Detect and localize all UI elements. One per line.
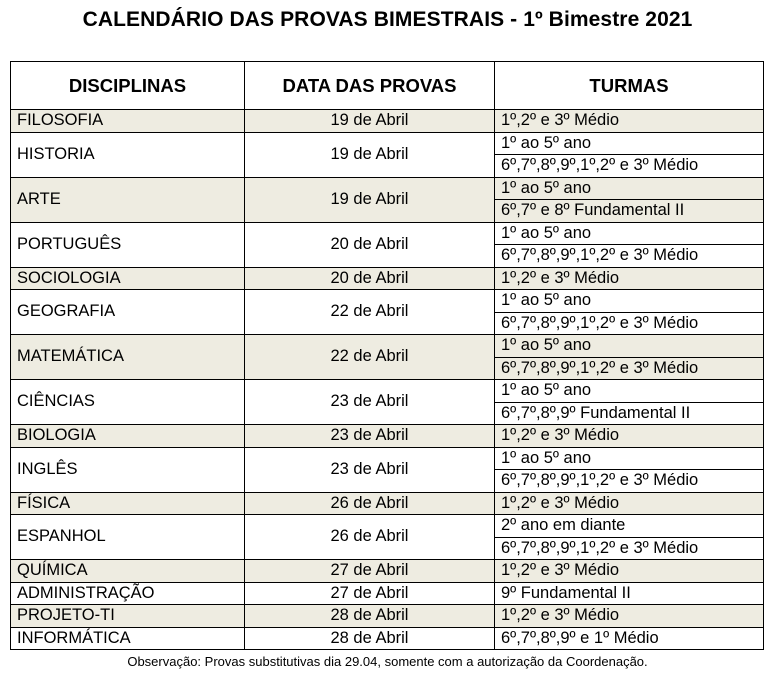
table-row: [11, 267, 764, 290]
turmas-cell: 1º,2º e 3º Médio: [495, 267, 764, 290]
turmas-cell: 2º ano em diante: [495, 515, 764, 538]
data-cell: 22 de Abril: [245, 335, 495, 380]
table-row: [11, 447, 764, 470]
turmas-cell: 1º ao 5º ano: [495, 335, 764, 358]
table-row: [11, 380, 764, 403]
header-data-das-provas: DATA DAS PROVAS: [245, 62, 495, 110]
table-row: [11, 515, 764, 538]
turmas-cell: 6º,7º,8º,9º,1º,2º e 3º Médio: [495, 537, 764, 560]
turmas-cell: 6º,7º e 8º Fundamental II: [495, 200, 764, 223]
data-cell: 28 de Abril: [245, 605, 495, 628]
data-cell: 19 de Abril: [245, 132, 495, 177]
disciplina-cell: CIÊNCIAS: [11, 380, 245, 425]
table-row: [11, 492, 764, 515]
turmas-cell: 9º Fundamental II: [495, 582, 764, 605]
disciplina-cell: ESPANHOL: [11, 515, 245, 560]
disciplina-cell: QUÍMICA: [11, 560, 245, 583]
disciplina-cell: GEOGRAFIA: [11, 290, 245, 335]
data-cell: 23 de Abril: [245, 380, 495, 425]
header-turmas: TURMAS: [495, 62, 764, 110]
turmas-cell: 1º,2º e 3º Médio: [495, 605, 764, 628]
data-cell: 23 de Abril: [245, 447, 495, 492]
turmas-cell: 1º,2º e 3º Médio: [495, 425, 764, 448]
footnote: Observação: Provas substitutivas dia 29.04, somente com a autorização da Coordenação.: [127, 654, 648, 669]
disciplina-cell: MATEMÁTICA: [11, 335, 245, 380]
table-row: [11, 132, 764, 155]
disciplina-cell: ARTE: [11, 177, 245, 222]
table-row: [11, 627, 764, 650]
table-row: [11, 177, 764, 200]
turmas-cell: 6º,7º,8º,9º Fundamental II: [495, 402, 764, 425]
disciplina-cell: PROJETO-TI: [11, 605, 245, 628]
turmas-cell: 1º ao 5º ano: [495, 447, 764, 470]
data-cell: 20 de Abril: [245, 267, 495, 290]
turmas-cell: 1º,2º e 3º Médio: [495, 492, 764, 515]
turmas-cell: 1º ao 5º ano: [495, 290, 764, 313]
disciplina-cell: PORTUGUÊS: [11, 222, 245, 267]
disciplina-cell: SOCIOLOGIA: [11, 267, 245, 290]
data-cell: 19 de Abril: [245, 177, 495, 222]
turmas-cell: 1º ao 5º ano: [495, 132, 764, 155]
data-cell: 22 de Abril: [245, 290, 495, 335]
table-row: [11, 290, 764, 313]
table-row: [11, 110, 764, 133]
disciplina-cell: FÍSICA: [11, 492, 245, 515]
exam-schedule-table: [10, 61, 764, 650]
turmas-cell: 6º,7º,8º,9º,1º,2º e 3º Médio: [495, 155, 764, 178]
turmas-cell: 1º ao 5º ano: [495, 177, 764, 200]
turmas-cell: 6º,7º,8º,9º e 1º Médio: [495, 627, 764, 650]
disciplina-cell: INFORMÁTICA: [11, 627, 245, 650]
data-cell: 27 de Abril: [245, 582, 495, 605]
disciplina-cell: HISTORIA: [11, 132, 245, 177]
page-title: CALENDÁRIO DAS PROVAS BIMESTRAIS - 1º Bimestre 2021: [82, 8, 693, 31]
turmas-cell: 6º,7º,8º,9º,1º,2º e 3º Médio: [495, 312, 764, 335]
turmas-cell: 6º,7º,8º,9º,1º,2º e 3º Médio: [495, 357, 764, 380]
data-cell: 27 de Abril: [245, 560, 495, 583]
disciplina-cell: BIOLOGIA: [11, 425, 245, 448]
table-row: [11, 425, 764, 448]
data-cell: 23 de Abril: [245, 425, 495, 448]
turmas-cell: 6º,7º,8º,9º,1º,2º e 3º Médio: [495, 470, 764, 493]
disciplina-cell: ADMINISTRAÇÃO: [11, 582, 245, 605]
table-row: [11, 222, 764, 245]
turmas-cell: 1º,2º e 3º Médio: [495, 560, 764, 583]
data-cell: 19 de Abril: [245, 110, 495, 133]
turmas-cell: 1º,2º e 3º Médio: [495, 110, 764, 133]
data-cell: 26 de Abril: [245, 515, 495, 560]
disciplina-cell: FILOSOFIA: [11, 110, 245, 133]
table-body: [11, 110, 764, 650]
table-header-row: [11, 62, 764, 110]
data-cell: 28 de Abril: [245, 627, 495, 650]
table-row: [11, 335, 764, 358]
header-disciplinas: DISCIPLINAS: [11, 62, 245, 110]
table-row: [11, 605, 764, 628]
disciplina-cell: INGLÊS: [11, 447, 245, 492]
data-cell: 26 de Abril: [245, 492, 495, 515]
table-row: [11, 582, 764, 605]
data-cell: 20 de Abril: [245, 222, 495, 267]
turmas-cell: 1º ao 5º ano: [495, 222, 764, 245]
turmas-cell: 1º ao 5º ano: [495, 380, 764, 403]
table-row: [11, 560, 764, 583]
turmas-cell: 6º,7º,8º,9º,1º,2º e 3º Médio: [495, 245, 764, 268]
